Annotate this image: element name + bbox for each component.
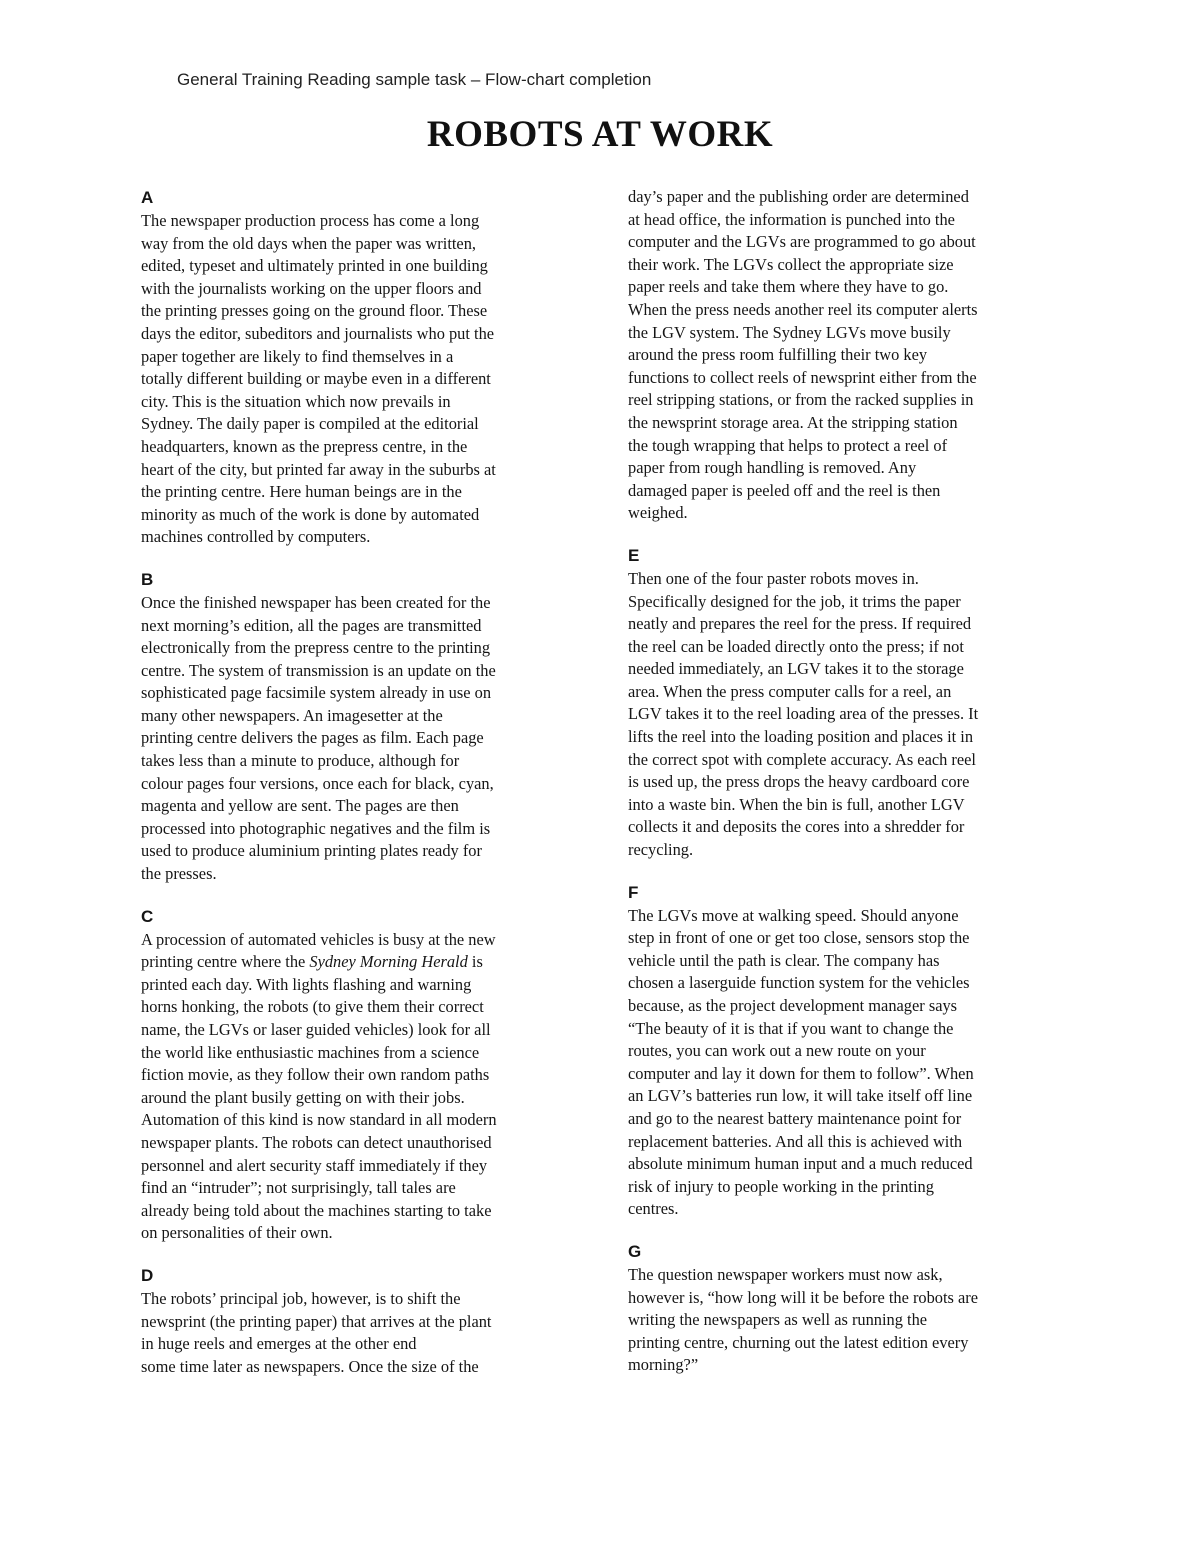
section-letter: C: [141, 906, 154, 926]
text-line: morning?”: [628, 1355, 699, 1375]
text-line: because, as the project development manager says: [628, 996, 958, 1015]
text-line: risk of injury to people working in the printing: [628, 1176, 934, 1196]
text-line: printed each day. With lights flashing and warning: [141, 974, 472, 994]
right-column: [628, 186, 1078, 1397]
text-line: days the editor, subeditors and journalists who put the: [141, 323, 495, 343]
text-line: minority as much of the work is done by automated: [141, 504, 480, 524]
text-line: reel stripping stations, or from the racked supplies in: [628, 390, 974, 410]
text-line: magenta and yellow are sent. The pages are then: [141, 796, 459, 816]
text-line: the newsprint storage area. At the stripping station: [628, 412, 958, 432]
text-line: into a waste bin. When the bin is full, another LGV: [628, 794, 965, 814]
text-line: the correct spot with complete accuracy. As each reel: [628, 749, 976, 769]
text-line: Automation of this kind is now standard in all modern: [141, 1110, 497, 1130]
text-line: newsprint (the printing paper) that arrives at the plant: [141, 1311, 492, 1331]
section-letter: A: [141, 188, 154, 207]
text-line: step in front of one or get too close, sensors stop the: [628, 928, 970, 948]
text-line: their work. The LGVs collect the appropriate size: [628, 254, 954, 274]
left-column: [141, 187, 591, 1398]
text-line: fiction movie, as they follow their own random paths: [141, 1065, 490, 1085]
section-letter: F: [628, 882, 639, 902]
text-line: centre. The system of transmission is an update on the: [141, 660, 496, 680]
text-line: personnel and alert security staff immediately if they: [141, 1155, 488, 1175]
text-line: Then one of the four paster robots moves in.: [628, 568, 919, 588]
section-d-continued-text: [628, 186, 1078, 525]
text-line: day’s paper and the publishing order are determined: [628, 187, 969, 206]
section-e-text: [628, 568, 1078, 862]
text-line: routes, you can work out a new route on your: [628, 1041, 926, 1061]
text-line: many other newspapers. An imagesetter at the: [141, 705, 443, 725]
section-letter: B: [141, 569, 154, 589]
text-line: Once the finished newspaper has been created for the: [141, 592, 491, 612]
text-line: the LGV system. The Sydney LGVs move busily: [628, 322, 951, 342]
section-g-text: [628, 1264, 1078, 1377]
page-header: General Training Reading sample task – Flow-chart completion: [177, 70, 652, 89]
text-line: electronically from the prepress centre to the printing: [141, 638, 491, 658]
text-line: recycling.: [628, 840, 694, 860]
text-line: around the press room fulfilling their two key: [628, 345, 928, 365]
text-line: LGV takes it to the reel loading area of the presses. It: [628, 704, 979, 724]
section-a-text: [141, 210, 591, 549]
section-f-text: [628, 905, 1078, 1221]
text-line: at head office, the information is punched into the: [628, 209, 955, 229]
section-b: [141, 569, 591, 886]
text-line: takes less than a minute to produce, although for: [141, 751, 460, 771]
section-f: [628, 882, 1078, 1221]
text-line: in huge reels and emerges at the other end: [141, 1334, 417, 1354]
text-line: is used up, the press drops the heavy cardboard core: [628, 772, 970, 792]
text-line: processed into photographic negatives and the film is: [141, 818, 491, 838]
text-line: on personalities of their own.: [141, 1223, 333, 1243]
text-line: A procession of automated vehicles is busy at the new: [141, 929, 496, 949]
section-g: [628, 1241, 1078, 1377]
text-line: the printing presses going on the ground floor. These: [141, 301, 488, 321]
text-line: with the journalists working on the upper floors and: [141, 278, 482, 298]
text-line: The question newspaper workers must now ask,: [628, 1264, 943, 1284]
text-line: damaged paper is peeled off and the reel is then: [628, 480, 941, 500]
section-e: [628, 545, 1078, 862]
section-a: [141, 187, 591, 549]
text-line: totally different building or maybe even in a different: [141, 369, 491, 389]
section-d: [141, 1265, 591, 1378]
text-line: Specifically designed for the job, it trims the paper: [628, 591, 961, 611]
text-line: printing centre, churning out the latest edition every: [628, 1332, 969, 1352]
section-letter: E: [628, 545, 640, 565]
text-line: neatly and prepares the reel for the press. If required: [628, 614, 972, 634]
section-c: [141, 906, 591, 1245]
text-line: however is, “how long will it be before the robots are: [628, 1287, 979, 1307]
text-line: and go to the nearest battery maintenance point for: [628, 1108, 962, 1128]
text-line: next morning’s edition, all the pages are transmitted: [141, 615, 482, 635]
text-line: The newspaper production process has come a long: [141, 211, 480, 230]
section-c-text: [141, 929, 591, 1245]
text-line: area. When the press computer calls for a reel, an: [628, 681, 952, 701]
text-line: writing the newspapers as well as running the: [628, 1310, 928, 1330]
text-line: functions to collect reels of newsprint either from the: [628, 367, 977, 387]
text-line: computer and the LGVs are programmed to go about: [628, 232, 976, 252]
text-line: edited, typeset and ultimately printed in one building: [141, 256, 488, 276]
text-line: replacement batteries. And all this is achieved with: [628, 1131, 963, 1151]
text-line: computer and lay it down for them to follow”. When: [628, 1063, 974, 1083]
section-d-continued: [628, 186, 1078, 525]
text-line: sophisticated page facsimile system already in use on: [141, 683, 492, 703]
text-line: way from the old days when the paper was written,: [141, 233, 476, 253]
text-line: city. This is the situation which now prevails in: [141, 391, 451, 411]
text-line: “The beauty of it is that if you want to change the: [628, 1018, 954, 1038]
text-line: paper reels and take them where they have to go.: [628, 277, 949, 297]
text-line: lifts the reel into the loading position and places it in: [628, 727, 974, 747]
text-line: horns honking, the robots (to give them their correct: [141, 997, 484, 1017]
text-line: headquarters, known as the prepress centre, in the: [141, 436, 468, 456]
text-line: the presses.: [141, 864, 217, 884]
text-line: paper from rough handling is removed. Any: [628, 458, 917, 478]
text-line: When the press needs another reel its computer alerts: [628, 299, 978, 319]
text-line: name, the LGVs or laser guided vehicles) look for all: [141, 1020, 491, 1039]
text-line: machines controlled by computers.: [141, 527, 371, 547]
text-line: already being told about the machines starting to take: [141, 1200, 492, 1220]
text-line: used to produce aluminium printing plates ready for: [141, 841, 482, 861]
text-line: chosen a laserguide function system for the vehicles: [628, 973, 970, 993]
section-letter: D: [141, 1265, 154, 1285]
section-letter: G: [628, 1241, 642, 1261]
text-line: Sydney. The daily paper is compiled at the editorial: [141, 414, 479, 434]
text-line: vehicle until the path is clear. The company has: [628, 950, 940, 970]
text-line: the world like enthusiastic machines from a science: [141, 1042, 480, 1062]
article-title: ROBOTS AT WORK: [426, 114, 774, 155]
text-line: needed immediately, an LGV takes it to the storage: [628, 659, 964, 679]
text-line: the printing centre. Here human beings are in the: [141, 482, 462, 502]
text-line: printing centre delivers the pages as film. Each page: [141, 728, 484, 748]
text-line: newspaper plants. The robots can detect unauthorised: [141, 1132, 492, 1152]
text-line: weighed.: [628, 503, 688, 523]
text-line: around the plant busily getting on with their jobs.: [141, 1087, 465, 1107]
text-line: heart of the city, but printed far away in the suburbs at: [141, 459, 496, 479]
text-line: paper together are likely to find themselves in a: [141, 346, 454, 366]
section-d-text: [141, 1288, 591, 1378]
text-line: find an “intruder”; not surprisingly, tall tales are: [141, 1178, 456, 1198]
text-line: printing centre where the Sydney Morning Herald is: [141, 952, 483, 972]
text-line: the reel can be loaded directly onto the press; if not: [628, 636, 964, 656]
text-line: colour pages four versions, once each for black, cyan,: [141, 773, 494, 793]
text-line: collects it and deposits the cores into a shredder for: [628, 817, 965, 837]
section-b-text: [141, 592, 591, 886]
text-line: the tough wrapping that helps to protect a reel of: [628, 435, 948, 455]
text-line: The robots’ principal job, however, is to shift the: [141, 1288, 461, 1308]
text-line: an LGV’s batteries run low, it will take itself off line: [628, 1086, 973, 1106]
text-line: The LGVs move at walking speed. Should anyone: [628, 905, 959, 925]
text-line: some time later as newspapers. Once the size of the: [141, 1356, 479, 1376]
text-line: absolute minimum human input and a much reduced: [628, 1154, 973, 1174]
text-line: centres.: [628, 1199, 679, 1219]
